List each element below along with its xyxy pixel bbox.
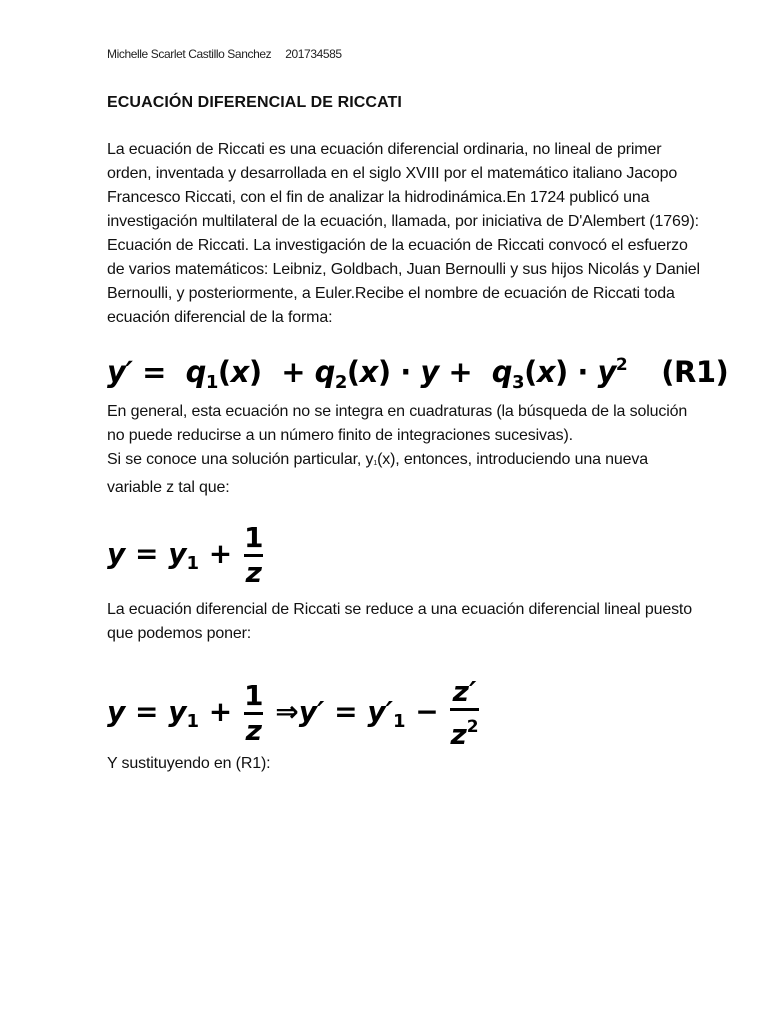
reduction-paragraph: La ecuación diferencial de Riccati se reduce a una ecuación diferencial lineal puesto que podemos poner: xyxy=(107,601,692,642)
student-id: 201734585 xyxy=(285,47,342,61)
equation-label: (R1) xyxy=(661,355,729,389)
particular-text-start: Si se conoce una solución particular, y xyxy=(107,451,374,468)
particular-text-end: (x), entonces, introduciendo una nueva variable z tal que: xyxy=(107,451,648,496)
riccati-equation: $y' = q_1(x) + q_2(x) \cdot y + q_3(x) \cdot y^2$ (R1) xyxy=(107,355,729,393)
particular-subscript: 1 xyxy=(373,460,378,467)
document-title: ECUACIÓN DIFERENCIAL DE RICCATI xyxy=(107,94,402,111)
substitution-equation: $y = y_1$ + $\frac{1}{z}$ xyxy=(107,521,264,589)
substitution-paragraph: Y sustituyendo en (R1): xyxy=(107,755,271,772)
document-header xyxy=(107,47,342,61)
author-name: Michelle Scarlet Castillo Sanchez xyxy=(107,47,272,61)
general-paragraph xyxy=(107,400,707,500)
general-text: En general, esta ecuación no se integra en cuadraturas (la búsqueda de la solución no puede reducirse a un número finito de integraciones sucesivas). xyxy=(107,403,688,444)
derivative-equation: $y = y_1$ + $\frac{1}{z}$ ⇒y′ = $y'_1$ − $\frac{z'}{z^2}$ xyxy=(107,675,479,751)
intro-paragraph: La ecuación de Riccati es una ecuación diferencial ordinaria, no lineal de primer orden, inventada y desarrollada en el siglo XVIII por el matemático italiano Jacopo Francesco Riccati, con el fin de analizar la hidrodinámica.En 1724 publicó una investigación multilateral de la ecuación, llamada, por iniciativa de D'Alembert (1769): Ecuación de Riccati. La investigación de la ecuación de Riccati convocó el esfuerzo de varios matemáticos: Leibniz, Goldbach, Juan Bernoulli y sus hijos Nicolás y Daniel Bernoulli, y posteriormente, a Euler.Recibe el nombre de ecuación de Riccati toda ecuación diferencial de la forma: xyxy=(107,141,700,326)
